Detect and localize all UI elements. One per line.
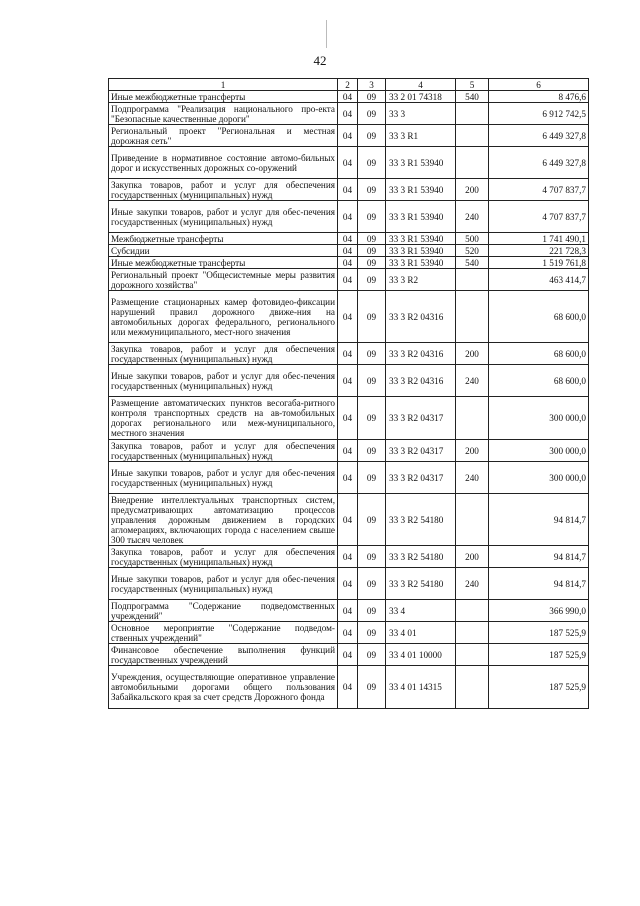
- row-target-code-cell: 33 3 R1 53940: [386, 201, 456, 233]
- column-header: 3: [358, 79, 386, 91]
- row-name-cell: Внедрение интеллектуальных транспортных систем, предусматривающих автоматизацию процессов управления дорожным движением в городских агломерациях, включающих города с населением свыше 300 тысяч человек: [109, 494, 338, 546]
- row-target-code-cell: 33 4 01 14315: [386, 666, 456, 709]
- row-section-cell: 04: [338, 365, 358, 397]
- table-row: [109, 257, 589, 269]
- row-subsection-cell: 09: [358, 600, 386, 622]
- row-subsection-cell: 09: [358, 494, 386, 546]
- row-amount-cell: 6 449 327,8: [489, 147, 589, 179]
- table-row: [109, 440, 589, 462]
- row-subsection-cell: 09: [358, 546, 386, 568]
- row-subsection-cell: 09: [358, 179, 386, 201]
- column-header: 6: [489, 79, 589, 91]
- table-row: [109, 494, 589, 546]
- row-name-cell: Приведение в нормативное состояние автомо-бильных дорог и искусственных дорожных со-оружений: [109, 147, 338, 179]
- row-expense-type-cell: [456, 666, 489, 709]
- row-expense-type-cell: 240: [456, 201, 489, 233]
- table-row: [109, 644, 589, 666]
- row-expense-type-cell: [456, 494, 489, 546]
- row-expense-type-cell: [456, 269, 489, 291]
- row-amount-cell: 94 814,7: [489, 568, 589, 600]
- row-expense-type-cell: [456, 291, 489, 343]
- row-subsection-cell: 09: [358, 233, 386, 245]
- row-amount-cell: 94 814,7: [489, 494, 589, 546]
- row-subsection-cell: 09: [358, 622, 386, 644]
- table-row: [109, 91, 589, 103]
- row-name-cell: Региональный проект "Общесистемные меры развития дорожного хозяйства": [109, 269, 338, 291]
- row-name-cell: Размещение автоматических пунктов весогаба-ритного контроля транспортных средств на ав-томобильных дорогах регионального или меж-муниципального, местного значения: [109, 397, 338, 440]
- row-section-cell: 04: [338, 201, 358, 233]
- row-section-cell: 04: [338, 568, 358, 600]
- row-name-cell: Закупка товаров, работ и услуг для обеспечения государственных (муниципальных) нужд: [109, 343, 338, 365]
- row-name-cell: Межбюджетные трансферты: [109, 233, 338, 245]
- row-target-code-cell: 33 4 01: [386, 622, 456, 644]
- row-section-cell: 04: [338, 233, 358, 245]
- row-section-cell: 04: [338, 245, 358, 257]
- row-section-cell: 04: [338, 257, 358, 269]
- table-row: [109, 269, 589, 291]
- row-name-cell: Иные закупки товаров, работ и услуг для обес-печения государственных (муниципальных) нужд: [109, 201, 338, 233]
- row-name-cell: Закупка товаров, работ и услуг для обеспечения государственных (муниципальных) нужд: [109, 440, 338, 462]
- row-expense-type-cell: 240: [456, 365, 489, 397]
- row-name-cell: Финансовое обеспечение выполнения функций государственных учреждений: [109, 644, 338, 666]
- row-expense-type-cell: [456, 103, 489, 125]
- row-expense-type-cell: [456, 644, 489, 666]
- row-target-code-cell: 33 3 R2: [386, 269, 456, 291]
- table-body: [109, 91, 589, 709]
- row-section-cell: 04: [338, 179, 358, 201]
- row-section-cell: 04: [338, 397, 358, 440]
- row-section-cell: 04: [338, 291, 358, 343]
- row-expense-type-cell: 200: [456, 440, 489, 462]
- row-section-cell: 04: [338, 622, 358, 644]
- table-row: [109, 291, 589, 343]
- table-row: [109, 462, 589, 494]
- row-name-cell: Учреждения, осуществляющие оперативное управление автомобильными дорогами общего пользования Забайкальского края за счет средств Дорожного фонда: [109, 666, 338, 709]
- row-amount-cell: 300 000,0: [489, 462, 589, 494]
- table-row: [109, 245, 589, 257]
- row-amount-cell: 187 525,9: [489, 644, 589, 666]
- row-expense-type-cell: [456, 125, 489, 147]
- row-amount-cell: 68 600,0: [489, 343, 589, 365]
- row-name-cell: Иные закупки товаров, работ и услуг для обес-печения государственных (муниципальных) нужд: [109, 365, 338, 397]
- fold-line: [326, 20, 327, 48]
- column-header: 1: [109, 79, 338, 91]
- table-row: [109, 666, 589, 709]
- row-expense-type-cell: 540: [456, 257, 489, 269]
- row-name-cell: Субсидии: [109, 245, 338, 257]
- row-subsection-cell: 09: [358, 397, 386, 440]
- table-row: [109, 179, 589, 201]
- row-section-cell: 04: [338, 666, 358, 709]
- row-amount-cell: 463 414,7: [489, 269, 589, 291]
- row-subsection-cell: 09: [358, 269, 386, 291]
- row-section-cell: 04: [338, 494, 358, 546]
- row-section-cell: 04: [338, 125, 358, 147]
- row-target-code-cell: 33 3 R1 53940: [386, 147, 456, 179]
- row-amount-cell: 187 525,9: [489, 622, 589, 644]
- row-expense-type-cell: 540: [456, 91, 489, 103]
- row-subsection-cell: 09: [358, 462, 386, 494]
- row-name-cell: Иные закупки товаров, работ и услуг для обес-печения государственных (муниципальных) нужд: [109, 568, 338, 600]
- row-amount-cell: 1 519 761,8: [489, 257, 589, 269]
- row-target-code-cell: 33 3 R1 53940: [386, 245, 456, 257]
- row-amount-cell: 221 728,3: [489, 245, 589, 257]
- row-subsection-cell: 09: [358, 568, 386, 600]
- row-name-cell: Основное мероприятие "Содержание подведом-ственных учреждений": [109, 622, 338, 644]
- table-row: [109, 600, 589, 622]
- row-section-cell: 04: [338, 269, 358, 291]
- row-target-code-cell: 33 4: [386, 600, 456, 622]
- row-subsection-cell: 09: [358, 291, 386, 343]
- table-row: [109, 125, 589, 147]
- row-subsection-cell: 09: [358, 365, 386, 397]
- row-subsection-cell: 09: [358, 245, 386, 257]
- row-amount-cell: 68 600,0: [489, 365, 589, 397]
- row-amount-cell: 300 000,0: [489, 440, 589, 462]
- table-row: [109, 201, 589, 233]
- row-target-code-cell: 33 3 R2 54180: [386, 494, 456, 546]
- row-subsection-cell: 09: [358, 103, 386, 125]
- row-expense-type-cell: 200: [456, 179, 489, 201]
- column-header: 4: [386, 79, 456, 91]
- row-expense-type-cell: 500: [456, 233, 489, 245]
- row-subsection-cell: 09: [358, 257, 386, 269]
- row-expense-type-cell: 200: [456, 343, 489, 365]
- table-row: [109, 233, 589, 245]
- row-target-code-cell: 33 3 R2 54180: [386, 546, 456, 568]
- row-amount-cell: 94 814,7: [489, 546, 589, 568]
- table-row: [109, 365, 589, 397]
- row-amount-cell: 68 600,0: [489, 291, 589, 343]
- row-amount-cell: 4 707 837,7: [489, 179, 589, 201]
- row-expense-type-cell: 200: [456, 546, 489, 568]
- row-target-code-cell: 33 3 R2 04316: [386, 343, 456, 365]
- row-section-cell: 04: [338, 644, 358, 666]
- row-section-cell: 04: [338, 147, 358, 179]
- row-name-cell: Иные межбюджетные трансферты: [109, 91, 338, 103]
- row-amount-cell: 8 476,6: [489, 91, 589, 103]
- row-amount-cell: 187 525,9: [489, 666, 589, 709]
- row-target-code-cell: 33 3 R1 53940: [386, 257, 456, 269]
- row-name-cell: Размещение стационарных камер фотовидео-фиксации нарушений правил дорожного движе-ния на автомобильных дорогах федерального, регионального или межмуниципального, мест-ного значения: [109, 291, 338, 343]
- row-amount-cell: 6 912 742,5: [489, 103, 589, 125]
- row-expense-type-cell: [456, 147, 489, 179]
- row-section-cell: 04: [338, 462, 358, 494]
- row-target-code-cell: 33 3 R2 04317: [386, 397, 456, 440]
- row-target-code-cell: 33 3 R2 04316: [386, 291, 456, 343]
- row-subsection-cell: 09: [358, 91, 386, 103]
- row-expense-type-cell: [456, 600, 489, 622]
- row-target-code-cell: 33 3 R1 53940: [386, 233, 456, 245]
- row-amount-cell: 366 990,0: [489, 600, 589, 622]
- row-subsection-cell: 09: [358, 147, 386, 179]
- row-expense-type-cell: [456, 397, 489, 440]
- row-section-cell: 04: [338, 103, 358, 125]
- row-target-code-cell: 33 3 R1 53940: [386, 179, 456, 201]
- page-number: 42: [313, 53, 327, 68]
- row-expense-type-cell: [456, 622, 489, 644]
- row-section-cell: 04: [338, 343, 358, 365]
- row-expense-type-cell: 520: [456, 245, 489, 257]
- row-name-cell: Закупка товаров, работ и услуг для обеспечения государственных (муниципальных) нужд: [109, 546, 338, 568]
- row-name-cell: Подпрограмма "Содержание подведомственных учреждений": [109, 600, 338, 622]
- row-name-cell: Закупка товаров, работ и услуг для обеспечения государственных (муниципальных) нужд: [109, 179, 338, 201]
- table-row: [109, 397, 589, 440]
- table-row: [109, 622, 589, 644]
- row-subsection-cell: 09: [358, 125, 386, 147]
- row-subsection-cell: 09: [358, 644, 386, 666]
- table-row: [109, 147, 589, 179]
- row-name-cell: Региональный проект "Региональная и местная дорожная сеть": [109, 125, 338, 147]
- column-header: 2: [338, 79, 358, 91]
- row-target-code-cell: 33 3 R2 54180: [386, 568, 456, 600]
- row-expense-type-cell: 240: [456, 462, 489, 494]
- row-target-code-cell: 33 3 R2 04316: [386, 365, 456, 397]
- row-section-cell: 04: [338, 440, 358, 462]
- row-name-cell: Иные межбюджетные трансферты: [109, 257, 338, 269]
- column-header: 5: [456, 79, 489, 91]
- row-amount-cell: 300 000,0: [489, 397, 589, 440]
- row-name-cell: Иные закупки товаров, работ и услуг для обес-печения государственных (муниципальных) нужд: [109, 462, 338, 494]
- row-expense-type-cell: 240: [456, 568, 489, 600]
- row-section-cell: 04: [338, 546, 358, 568]
- row-subsection-cell: 09: [358, 343, 386, 365]
- row-section-cell: 04: [338, 600, 358, 622]
- table-header-row: [109, 79, 589, 91]
- table-row: [109, 546, 589, 568]
- row-target-code-cell: 33 3 R2 04317: [386, 440, 456, 462]
- row-section-cell: 04: [338, 91, 358, 103]
- row-target-code-cell: 33 4 01 10000: [386, 644, 456, 666]
- row-amount-cell: 6 449 327,8: [489, 125, 589, 147]
- row-target-code-cell: 33 3 R1: [386, 125, 456, 147]
- table-row: [109, 343, 589, 365]
- row-name-cell: Подпрограмма "Реализация национального про-екта "Безопасные качественные дороги": [109, 103, 338, 125]
- row-amount-cell: 1 741 490,1: [489, 233, 589, 245]
- row-target-code-cell: 33 3 R2 04317: [386, 462, 456, 494]
- row-subsection-cell: 09: [358, 440, 386, 462]
- row-target-code-cell: 33 3: [386, 103, 456, 125]
- row-subsection-cell: 09: [358, 666, 386, 709]
- table-row: [109, 568, 589, 600]
- row-subsection-cell: 09: [358, 201, 386, 233]
- budget-table: [108, 78, 589, 709]
- row-amount-cell: 4 707 837,7: [489, 201, 589, 233]
- row-target-code-cell: 33 2 01 74318: [386, 91, 456, 103]
- table-row: [109, 103, 589, 125]
